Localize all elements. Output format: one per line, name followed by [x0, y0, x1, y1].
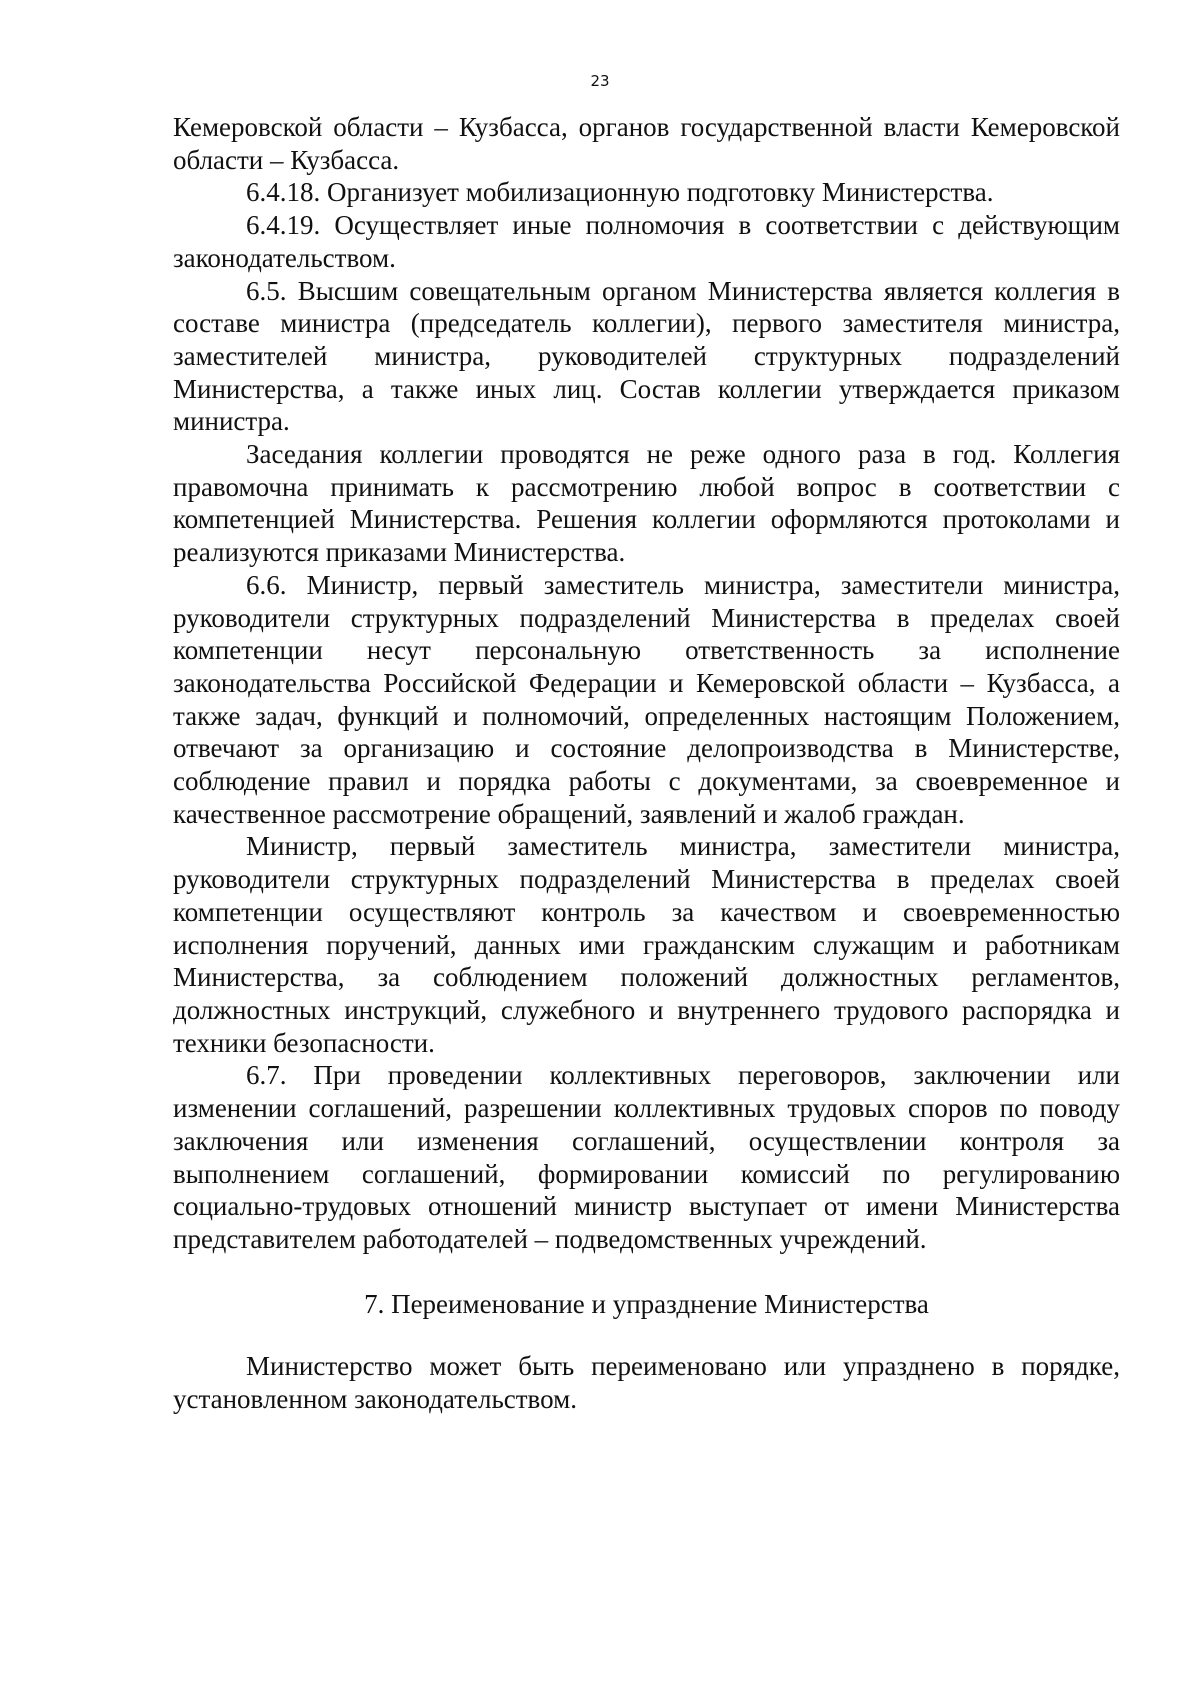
paragraph-collegium-meetings: Заседания коллегии проводятся не реже одного раза в год. Коллегия правомочна принимать к рассмотрению любой вопрос в соответствии с компетенцией Министерства. Решения коллегии оформляются протоколами и реализуются приказами Министерства.: [173, 439, 1120, 568]
paragraph-continuation: Кемеровской области – Кузбасса, органов государственной власти Кемеровской области – Кузбасса.: [173, 112, 1120, 175]
paragraph-6-6: 6.6. Министр, первый заместитель министра, заместители министра, руководители структурных подразделений Министерства в пределах своей компетенции несут персональную ответственность за исполнение законодательства Российской Федерации и Кемеровской области – Кузбасса, а также задач, функций и полномочий, определенных настоящим Положением, отвечают за организацию и состояние делопроизводства в Министерстве, соблюдение правил и порядка работы с документами, за своевременное и качественное рассмотрение обращений, заявлений и жалоб граждан.: [173, 569, 1120, 829]
section-heading: 7. Переименование и упразднение Министерства: [364, 1288, 929, 1319]
paragraph-6-7: 6.7. При проведении коллективных переговоров, заключении или изменении соглашений, разрешении коллективных трудовых споров по поводу заключения или изменения соглашений, осуществлении контроля за выполнением соглашений, формировании комиссий по регулированию социально-трудовых отношений министр выступает от имени Министерства представителем работодателей – подведомственных учреждений.: [173, 1060, 1120, 1254]
paragraph-6-5: 6.5. Высшим совещательным органом Министерства является коллегия в составе министра (председатель коллегии), первого заместителя министра, заместителей министра, руководителей структурных подразделений Министерства, а также иных лиц. Состав коллегии утверждается приказом министра.: [173, 275, 1120, 437]
paragraph-renaming: Министерство может быть переименовано или упразднено в порядке, установленном законодательством.: [173, 1351, 1120, 1415]
document-body: [173, 111, 1120, 1416]
paragraph-minister-control: Министр, первый заместитель министра, заместители министра, руководители структурных подразделений Министерства в пределах своей компетенции осуществляют контроль за качеством и своевременностью исполнения поручений, данных ими гражданским служащим и работникам Министерства, за соблюдением положений должностных регламентов, должностных инструкций, служебного и внутреннего трудового распорядка и техники безопасности.: [173, 831, 1120, 1058]
paragraph-6-4-19: 6.4.19. Осуществляет иные полномочия в соответствии с действующим законодательством.: [173, 210, 1120, 273]
page-number: 23: [590, 72, 610, 90]
paragraph-6-4-18: 6.4.18. Организует мобилизационную подготовку Министерства.: [246, 177, 994, 208]
